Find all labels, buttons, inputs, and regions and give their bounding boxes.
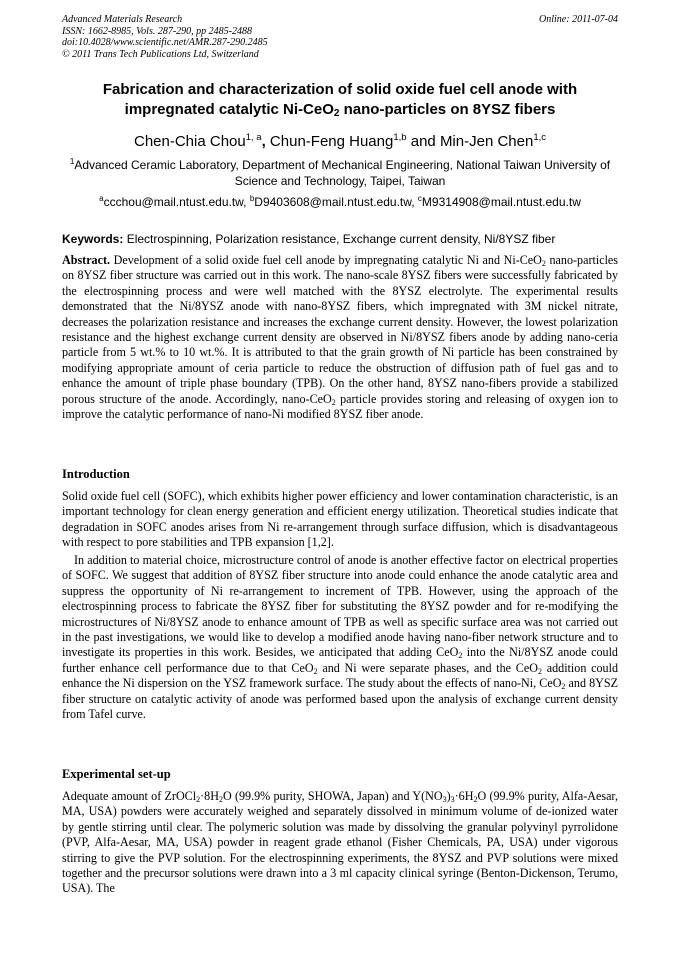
keywords-text: Electrospinning, Polarization resistance, Exchange current density, Ni/8YSZ fiber <box>123 232 556 246</box>
subscript: 2 <box>561 682 566 692</box>
paragraph-text: into the Ni/8YSZ anode could further enhance cell performance due to that CeO <box>62 645 618 675</box>
abstract-text: particle provides storing and releasing of oxygen ion to improve the catalytic performance of nano-Ni modified 8YSZ fiber anode. <box>62 391 618 422</box>
copyright-line: © 2011 Trans Tech Publications Ltd, Switzerland <box>62 48 259 60</box>
journal-name: Advanced Materials Research <box>62 14 183 25</box>
paragraph-text: In addition to material choice, microstructure control of anode is another effective factor on electrical properties of SOFC. We suggest that addition of 8YSZ fiber structure into anode could enhance the anode catalytic area and suppress the opportunity of Ni re-arrangement to increment of TPB. However, using the approach of the electrospinning process to fabricate the 8YSZ fiber for substituting the 8YSZ powder and for re-modifying the microstructures of Ni/8YSZ anode to enhance amount of TPB as well as specific surface area was not carried out in the past investigations, we would like to develop a modified anode having nano-fiber network structure and to investigate its properties in this work. Besides, we anticipated that adding CeO <box>62 553 618 660</box>
author-affil-mark: 1,b <box>393 132 407 143</box>
header-left <box>62 14 618 60</box>
abstract-label: Abstract. <box>62 253 111 267</box>
section-heading-experimental: Experimental set-up <box>62 767 171 781</box>
paragraph-text: ·8H <box>200 789 219 803</box>
author-affil-mark: 1, a <box>245 132 262 143</box>
subscript: 3 <box>450 795 455 804</box>
author-list <box>62 132 618 152</box>
title-text: nano-particles on 8YSZ fibers <box>339 100 556 118</box>
introduction-paragraph-1: Solid oxide fuel cell (SOFC), which exhibits higher power efficiency and lower contamination characteristic, is an important technology for clean energy generation and efficient energy utilization. Theoretical studies indicate that degradation in SOFC anodes arises from Ni re-arrangement through surface diffusion, which is disadvantageous with respect to pore stabilities and TPB expansion [1,2]. <box>62 489 618 550</box>
author-name: Chen-Chia Chou <box>133 133 246 150</box>
affiliation <box>62 157 618 189</box>
experimental-paragraph <box>62 789 618 897</box>
email-link[interactable]: ccchou@mail.ntust.edu.tw, <box>103 195 250 209</box>
paragraph-text: ·6H <box>454 789 474 803</box>
author-separator: , <box>261 133 270 150</box>
journal-header <box>62 14 618 60</box>
paragraph-text: addition could enhance the Ni dispersion on the YSZ framework surface. The study about the effects of nano-Ni, CeO <box>62 660 618 691</box>
paragraph-text: ) <box>446 789 451 803</box>
paragraph-text: O (99.9% purity, SHOWA, Japan) and Y(NO <box>222 789 443 803</box>
email-link[interactable]: D9403608@mail.ntust.edu.tw, <box>254 195 418 209</box>
keywords-line <box>62 231 618 247</box>
abstract-text: nano-particles on 8YSZ fiber structure was carried out in this work. The nano-scale 8YSZ fibers were successfully fabricated by the electrospinning process and were well matched with the 8YSZ electrolyte. The experimental results demonstrated that the Ni/8YSZ anode with nano-8YSZ fibers, which impregnated with 3M nickel nitrate, decreases the polarization resistance and increases the exchange current density. However, the lowest polarization resistance and the highest exchange current density are observed in Ni/8YSZ fibers anode by adding nano-ceria particle from 5 wt.% to 10 wt.%. It is attributed to that the grain growth of Ni particle has been constrained by modifying appropriate amount of ceria particle to reduce the obstruction of diffusion path of fuel gas and to enhance the amount of triple phase boundary (TPB). On the other hand, 8YSZ nano-fibers provide a stabilized porous structure of the anode. Accordingly, nano-CeO <box>62 253 619 406</box>
subscript: 3 <box>442 795 447 804</box>
subscript: 2 <box>473 795 478 804</box>
paper-title <box>62 80 618 119</box>
subscript: 2 <box>331 397 336 407</box>
subscript: 2 <box>537 666 542 676</box>
doi-line[interactable]: doi:10.4028/www.scientific.net/AMR.287-290.2485 <box>62 37 268 48</box>
affiliation-mark: 1 <box>69 157 75 166</box>
keywords-label: Keywords: <box>62 232 124 246</box>
paragraph-text: Adequate amount of ZrOCl <box>62 789 197 803</box>
author-affil-mark: 1,c <box>533 132 547 143</box>
subscript: 2 <box>218 795 223 804</box>
subscript: 2 <box>313 666 318 676</box>
section-heading-introduction: Introduction <box>62 467 130 481</box>
title-subscript: 2 <box>333 107 340 119</box>
title-line-1: Fabrication and characterization of solid oxide fuel cell anode with <box>102 81 578 98</box>
author-emails <box>62 194 618 210</box>
author-name: Min-Jen Chen <box>439 133 534 150</box>
abstract-paragraph <box>62 253 618 422</box>
title-line-2 <box>62 100 618 120</box>
paragraph-text: and 8YSZ fiber structure on catalytic activity of anode was performed based upon the analysis of exchange current density from Tafel curve. <box>62 676 618 722</box>
email-mark: a <box>99 194 104 203</box>
title-text: impregnated catalytic Ni-CeO <box>124 100 334 118</box>
author-name: Chun-Feng Huang <box>269 133 394 150</box>
paragraph-text: and Ni were separate phases, and the CeO <box>317 660 538 675</box>
affiliation-text: Advanced Ceramic Laboratory, Department of Mechanical Engineering, National Taiwan University of Science and Technology, Taipei, Taiwan <box>74 158 611 188</box>
subscript: 2 <box>196 795 201 804</box>
email-link[interactable]: M9314908@mail.ntust.edu.tw <box>421 195 581 209</box>
paragraph-text: O (99.9% purity, Alfa-Aesar, MA, USA) powders were accurately weighed and separately dissolved in minimum volume of de-ionized water by gentle stirring until clear. The polymeric solution was made by dissolving the granular polyvinyl pyrrolidone (PVP, Alfa-Aesar, MA, USA) powder in reagent grade ethanol (Fisher Chemicals, PA, USA) under vigorous stirring to give the PVP solution. For the electrospinning experiments, the 8YSZ and PVP solutions were mixed together and the precursor solutions were drawn into a 3 ml capacity clinical syringe (Benton-Dickenson, Terumo, USA). The <box>62 789 619 896</box>
subscript: 2 <box>541 259 546 268</box>
email-mark: b <box>249 194 255 203</box>
issn-line: ISSN: 1662-8985, Vols. 287-290, pp 2485-2488 <box>62 25 252 37</box>
introduction-paragraph-2 <box>62 553 618 722</box>
author-separator: and <box>406 133 440 150</box>
abstract-text: Development of a solid oxide fuel cell anode by impregnating catalytic Ni and Ni-CeO <box>110 253 542 267</box>
subscript: 2 <box>458 651 463 661</box>
online-date: Online: 2011-07-04 <box>539 14 618 25</box>
email-mark: c <box>417 194 422 203</box>
